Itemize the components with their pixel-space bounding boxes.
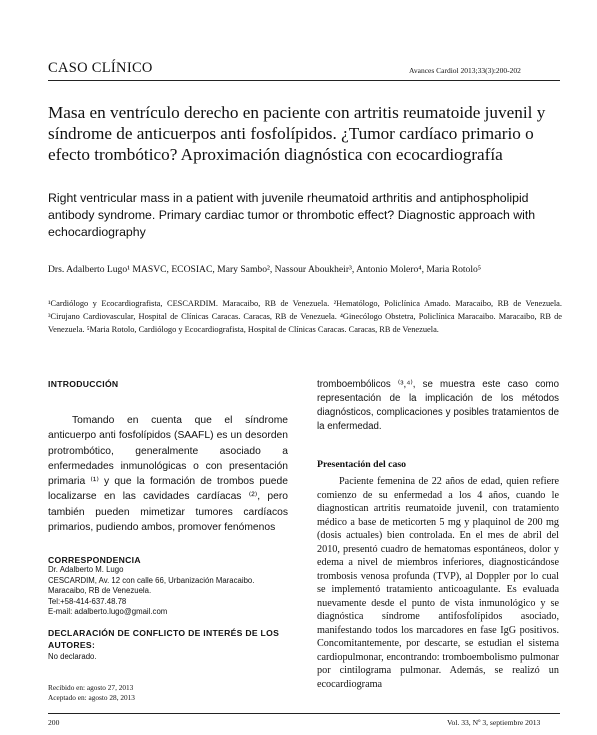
title-english: Right ventricular mass in a patient with juvenile rheumatoid arthritis and antiphospholipid antibody syndrome. Primary cardiac tumor or thrombotic effect? Diagnostic approach with echocardiography (48, 191, 536, 239)
title-spanish: Masa en ventrículo derecho en paciente con artritis reumatoide juvenil y síndrome de anticuerpos anti fosfolípidos. ¿Tumor cardíaco primario o efecto trombótico? Aproximación diagnóstica con ecocardiografía (48, 103, 546, 164)
presentacion-text: Paciente femenina de 22 años de edad, quien refiere comienzo de su enfermedad a los 4 años, cuando le diagnostican artritis reumatoide juvenil, con tratamiento médico a base de meticorten 5 mg y plaquinol de 200 mg (dosis actuales) bien controlada. En el mes de abril del 2010, presentó cuadro de hematomas espontáneos, dolor y edema a nivel de miembros inferiores, diagnosticándose trombosis venosa profunda (TVP), al Doppler por lo cual se implementó tratamiento anticoagulante. Es evaluada nuevamente desde el punto de vista inmunológico y se diagnóstica síndrome antifosfolípidos asociado, manifestando todos los marcadores en fase IgG positivos. Concomitantemente, por descarte, se estudian el sistema cardiopulmonar, encontrando: tromboembolismo pulmonar por cintilograma pulmonar. Además, se realizó un ecocardiograma (317, 476, 559, 690)
page-number: 200 (48, 718, 60, 727)
authors: Drs. Adalberto Lugo¹ MASVC, ECOSIAC, Mary Sambo², Nassour Aboukheir³, Antonio Molero⁴, Maria Rotolo⁵ (48, 264, 482, 275)
correspondencia-email: E-mail: adalberto.lugo@gmail.com (48, 607, 168, 617)
correspondencia-line: Dr. Adalberto M. Lugo (48, 565, 124, 574)
conflicto-heading: DECLARACIÓN DE CONFLICTO DE INTERÉS DE LOS AUTORES: (48, 628, 280, 650)
correspondencia-line: Tel:+58-414-637.48.78 (48, 596, 127, 606)
conflicto-text: No declarado. (48, 652, 97, 661)
section-label: CASO CLÍNICO (48, 60, 153, 76)
correspondencia-heading: CORRESPONDENCIA (48, 555, 141, 565)
fecha-aceptado: Aceptado en: agosto 28, 2013 (48, 693, 135, 702)
affiliations: ¹Cardiólogo y Ecocardiografista, CESCARDIM. Maracaibo, RB de Venezuela. ²Hematólogo, Policlínica Amado. Maracaibo, RB de Venezuela. ³Cirujano Cardiovascular, Hospital de Clínicas Caracas. Caracas, RB de Venezuela. ⁴Ginecólogo Obstetra, Policlínica Maracaibo. Maracaibo, RB de Venezuela. ⁵Maria Rotolo, Cardiólogo y Ecocardiografista, Hospital de Clínicas Caracas. Caracas, RB de Venezuela. (48, 299, 562, 334)
footer-rule (48, 713, 560, 714)
introduccion-text: Tomando en cuenta que el síndrome anticuerpo anti fosfolípidos (SAAFL) es un desorden protrombótico, generalmente asociado a enfermedades inmunológicas o con presentación primaria ⁽¹⁾ y que la formación de trombos puede localizarse en las cavidades cardíacas ⁽²⁾, pero también pueden mimetizar tumores cardíacos primarios, pudiendo ambos, promover fenómenos (48, 415, 288, 534)
correspondencia-block (48, 555, 288, 618)
introduccion-heading: INTRODUCCIÓN (48, 379, 119, 389)
introduccion-continued: tromboembólicos ⁽³,⁴⁾, se muestra este caso como representación de la implicación de los métodos diagnósticos, complicaciones y posibles tratamientos de la enfermedad. (317, 379, 559, 432)
correspondencia-line: Maracaibo, RB de Venezuela. (48, 586, 152, 596)
fecha-recibido: Recibido en: agosto 27, 2013 (48, 683, 134, 692)
volume-info: Vol. 33, Nº 3, septiembre 2013 (447, 718, 541, 727)
correspondencia-line: CESCARDIM, Av. 12 con calle 66, Urbanización Maracaibo. (48, 575, 255, 585)
presentacion-heading: Presentación del caso (317, 459, 407, 470)
journal-citation: Avances Cardiol 2013;33(3):200-202 (409, 66, 521, 75)
header-rule (48, 80, 560, 81)
